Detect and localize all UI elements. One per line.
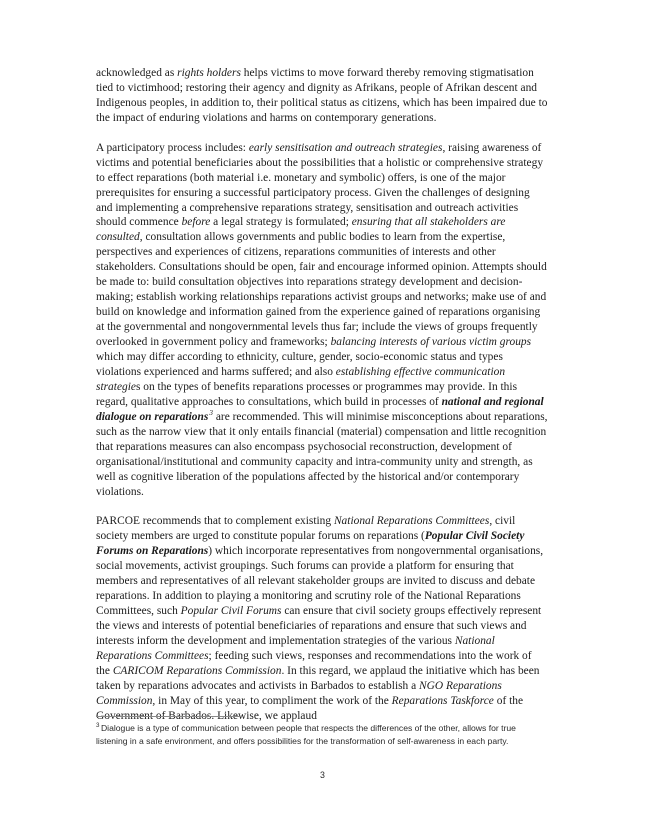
bold-italic-run: Popular Civil Society Forums on Reparations — [96, 530, 525, 558]
text-run: of the Government of Barbados. Likewise, we applaud — [96, 694, 524, 722]
footnote-text: Dialogue is a type of communication between people that respects the differences of the other, allows for true listening in a safe environment, and offers possibilities for the transformation of self-awareness in each party. — [96, 722, 516, 747]
text-run: a legal strategy is formulated; — [210, 216, 352, 229]
italic-run: establishing effective communication strategie — [96, 366, 506, 393]
italic-run: rights holders — [177, 67, 241, 79]
text-run: which may differ according to ethnicity, culture, gender, socio-economic status and types violations experienced and harms suffered; and also — [96, 351, 503, 378]
footnote-reference[interactable]: 3 — [209, 408, 213, 418]
paragraph-parcoe-recommends — [96, 514, 548, 723]
footnote-entry — [96, 722, 548, 749]
text-run: . In this regard, we applaud the initiative which has been taken by reparations advocates and activists in Barbados to establish a — [96, 665, 540, 692]
italic-run: before — [181, 216, 211, 229]
italic-run: balancing interests of various victim groups — [330, 336, 532, 349]
text-run: helps victims to move forward thereby removing stigmatisation tied to victimhood; restoring their agency and dignity as Afrikans, people of Afrikan descent and Indigenous peoples, in addition to, their political status as citizens, which has been impaired due to the impact of enduring violations and harms on contemporary generations. — [96, 67, 548, 124]
footnote-area — [96, 716, 548, 749]
text-run: ; feeding such views, responses and recommendations into the work of the — [96, 650, 532, 677]
italic-run: National Reparations Committees — [96, 635, 495, 663]
footnote-marker: 3 — [96, 721, 100, 729]
italic-run: National Reparations Committees — [333, 515, 490, 528]
text-run: A participatory process includes: — [96, 141, 249, 154]
italic-run: CARICOM Reparations Commission — [112, 665, 282, 677]
italic-run: Reparations Taskforce — [391, 694, 494, 707]
text-run: , consultation allows governments and public bodies to learn from the expertise, perspectives and experiences of citizens, reparations communities of interests and other stakeholders. Consultations should be open, fair and encourage informed opinion. Attempts should be made to: build consultation objectives into reparations strategy development and decision-making; establish working relationships reparations activist groups and networks; make use of and build on knowledge and information gained from the experience gained of reparations organising at the governmental and nongovernmental levels thus far; include the views of groups frequently overlooked in government policy and frameworks; — [96, 231, 547, 349]
text-run: , raising awareness of victims and potential beneficiaries about the possibilities that a holistic or comprehensive strategy to effect reparations (both material i.e. monetary and symbolic) offers, is one of the major prerequisites for ensuring a successful participatory process. Given the challenges of designing and implementing a comprehensive reparations strategy, sensitisation and outreach activities should commence — [96, 141, 544, 229]
text-run: are recommended. This will minimise misconceptions about reparations, such as the narrow view that it only entails financial (material) compensation and little recognition that reparations measures can also encompass psychosocial reconstruction, development of organisational/institutional and community capacity and intra-community unity and strength, as well as cognitive liberation of the populations affected by the historical and/or contemporary violations. — [96, 410, 548, 498]
text-run: ) which incorporate representatives from nongovernmental organisations, social movements, activist groupings. Such forums can provide a platform for ensuring that members and representatives of all relevant stakeholder groups are invited to discuss and debate reparations. In addition to playing a monitoring and scrutiny role of the National Reparations Committees, such — [96, 545, 544, 618]
text-run: acknowledged as — [96, 67, 178, 79]
italic-run: Popular Civil Forums — [180, 605, 282, 618]
bold-italic-run: national and regional dialogue on reparations — [96, 395, 544, 423]
paragraph-participatory-process — [96, 141, 548, 500]
text-run: , civil society members are urged to constitute popular forums on reparations ( — [96, 515, 516, 543]
paragraph-acknowledged-rights-holders — [96, 66, 548, 126]
footnote-separator-rule — [96, 716, 242, 717]
text-run: can ensure that civil society groups effectively represent the views and interests of potential beneficiaries of reparations and ensure that such views and interests inform the development and implementation strategies of the various — [96, 605, 542, 648]
document-body-column — [96, 66, 548, 724]
text-run: in May of this year, to compliment the work of the — [155, 694, 392, 707]
italic-run: early sensitisation and outreach strategies — [248, 141, 443, 154]
page-number: 3 — [320, 770, 325, 780]
italic-run: NGO Reparations Commission, — [96, 679, 502, 707]
text-run: PARCOE recommends that to complement existing — [96, 515, 334, 528]
italic-run: ensuring that all stakeholders are consulted — [96, 216, 506, 244]
text-run: s on the types of benefits reparations processes or programmes may provide. In this regard, qualitative approaches to consultations, which build in processes of — [96, 380, 518, 408]
